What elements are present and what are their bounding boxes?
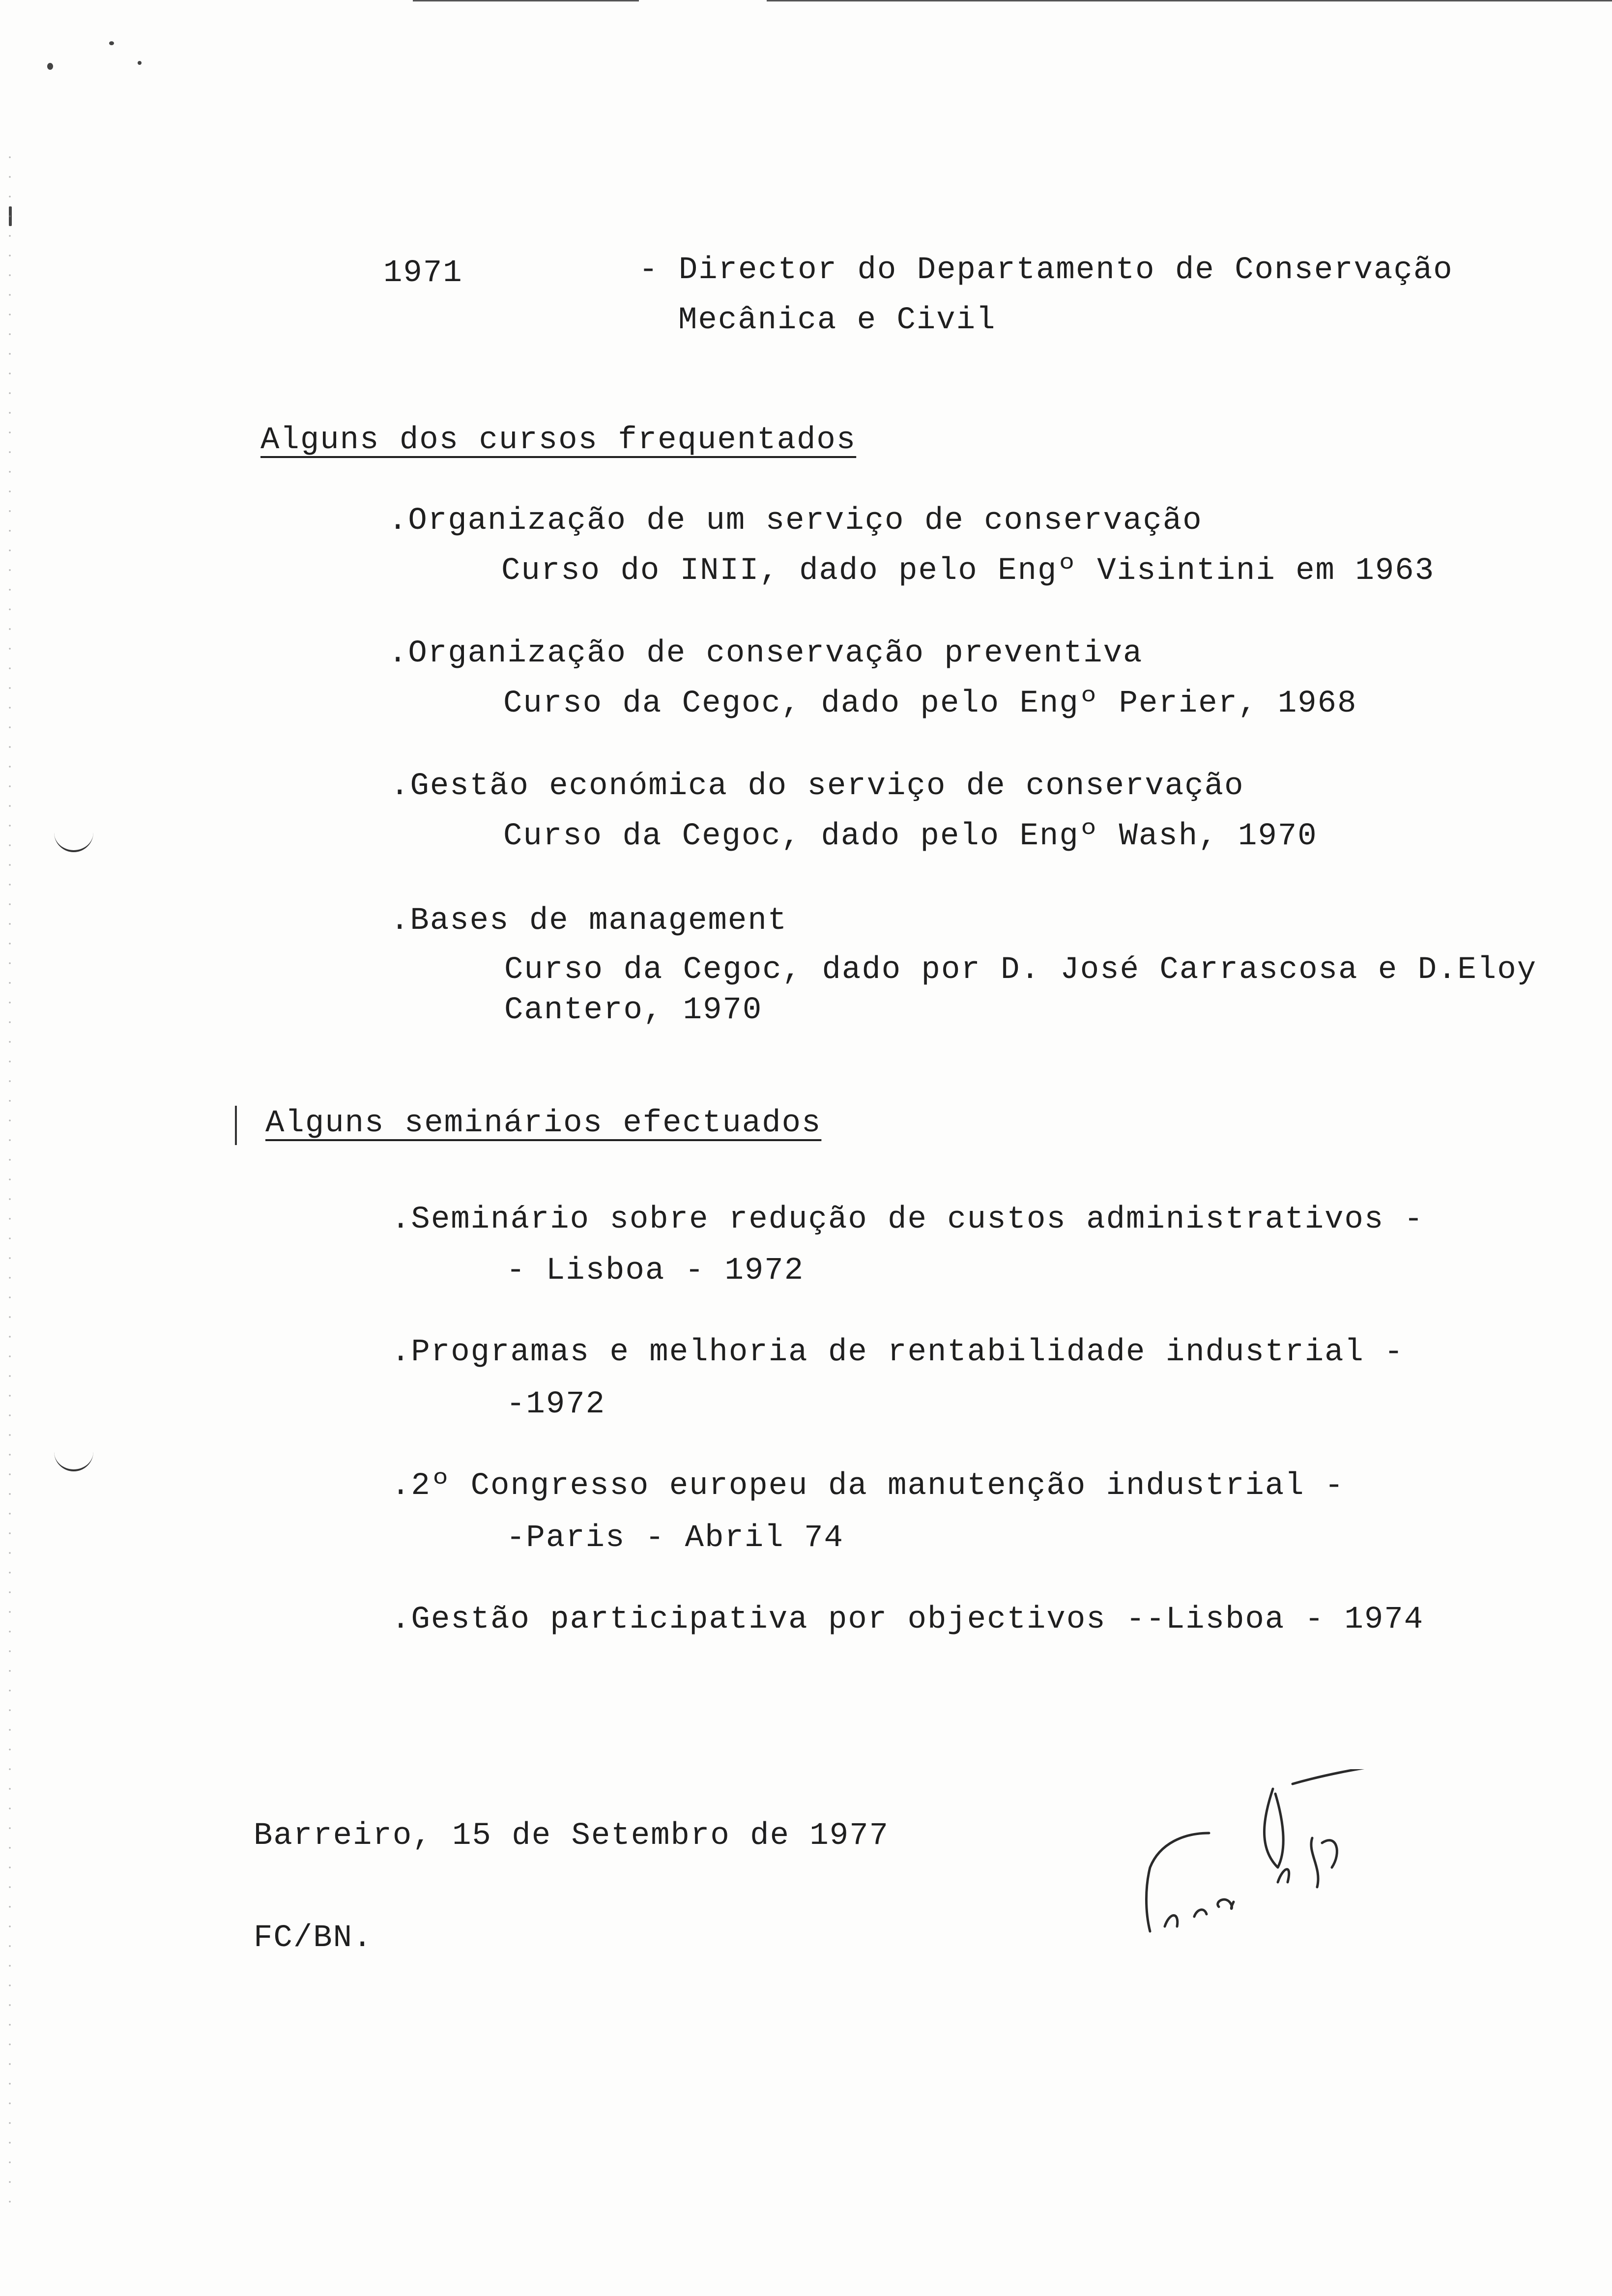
entry-year: 1971 bbox=[383, 256, 463, 291]
seminars-heading: Alguns seminários efectuados bbox=[265, 1106, 822, 1141]
seminar-title: .Gestão participativa por objectivos --Lisboa - 1974 bbox=[391, 1602, 1424, 1637]
punch-hole-mark bbox=[54, 1445, 93, 1471]
margin-bar bbox=[235, 1106, 237, 1145]
course-detail: Curso da Cegoc, dado pelo Engº Wash, 1970 bbox=[503, 819, 1318, 854]
course-title: .Gestão económica do serviço de conservação bbox=[390, 769, 1244, 804]
seminar-title: .2º Congresso europeu da manutenção industrial - bbox=[391, 1468, 1345, 1504]
seminar-title: .Seminário sobre redução de custos administrativos - bbox=[391, 1202, 1424, 1237]
margin-dots bbox=[9, 147, 11, 2211]
course-detail: Curso da Cegoc, dado pelo Engº Perier, 1968 bbox=[503, 686, 1357, 721]
handwritten-signature bbox=[1130, 1769, 1406, 1946]
place-date: Barreiro, 15 de Setembro de 1977 bbox=[254, 1818, 889, 1854]
seminar-detail: -1972 bbox=[506, 1387, 606, 1422]
scan-speck bbox=[109, 41, 114, 45]
courses-heading: Alguns dos cursos frequentados bbox=[260, 423, 857, 458]
seminar-detail: -Paris - Abril 74 bbox=[506, 1521, 844, 1556]
course-title: .Organização de conservação preventiva bbox=[388, 636, 1143, 671]
course-detail: Curso da Cegoc, dado por D. José Carrascosa e D.Eloy bbox=[504, 952, 1537, 988]
course-detail: Curso do INII, dado pelo Engº Visintini em 1963 bbox=[501, 553, 1435, 589]
seminar-title: .Programas e melhoria de rentabilidade industrial - bbox=[391, 1335, 1404, 1370]
top-rule-left bbox=[413, 0, 639, 1]
entry-role-line1: - Director do Departamento de Conservação bbox=[639, 253, 1453, 288]
scan-speck bbox=[138, 61, 142, 65]
reference-initials: FC/BN. bbox=[254, 1921, 373, 1956]
entry-role-line2: Mecânica e Civil bbox=[678, 303, 996, 338]
course-detail-continued: Cantero, 1970 bbox=[504, 993, 763, 1028]
course-title: .Organização de um serviço de conservação bbox=[388, 503, 1203, 539]
top-rule-right bbox=[767, 0, 1612, 1]
punch-hole-mark bbox=[54, 826, 93, 852]
seminar-detail: - Lisboa - 1972 bbox=[506, 1253, 805, 1289]
scan-speck bbox=[47, 63, 53, 70]
course-title: .Bases de management bbox=[390, 903, 788, 939]
